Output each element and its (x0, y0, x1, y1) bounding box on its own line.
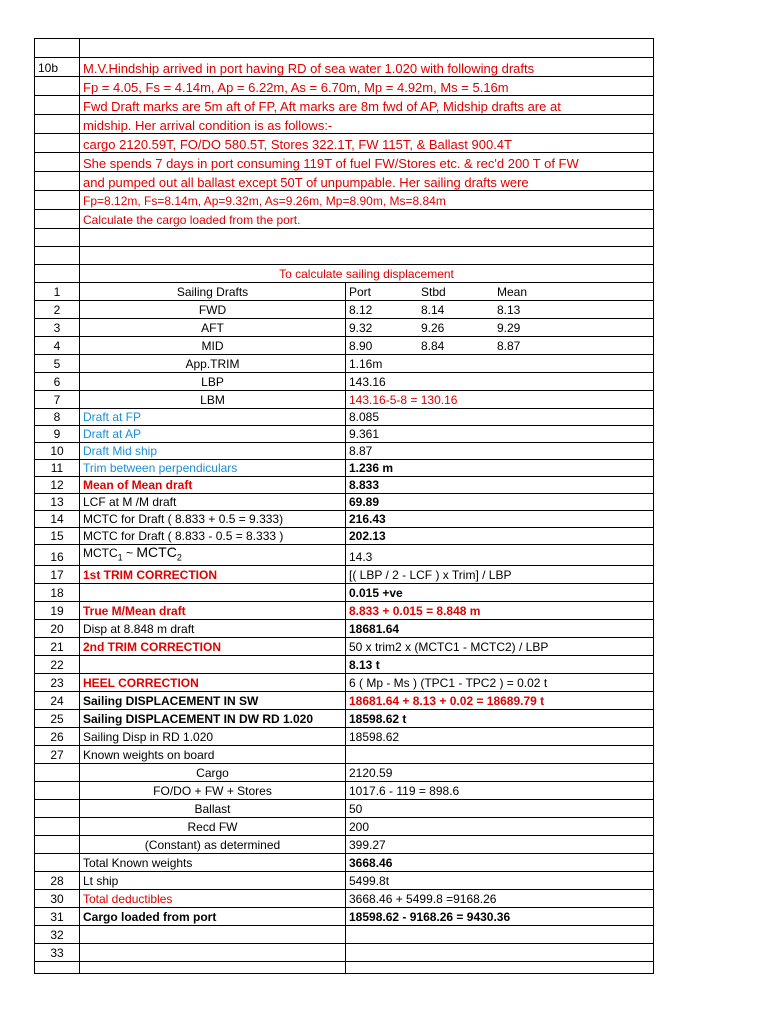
row-label (80, 944, 346, 962)
table-row (35, 584, 654, 602)
row-label: FWD (80, 301, 346, 319)
problem-line: Fp = 4.05, Fs = 4.14m, Ap = 6.22m, As = 6.70m, Mp = 4.92m, Ms = 5.16m (80, 77, 654, 96)
cell (35, 265, 80, 283)
cell (35, 134, 80, 153)
row-value: 50 (346, 800, 654, 818)
cell (35, 39, 80, 58)
cell (35, 153, 80, 172)
row-number: 10 (35, 443, 80, 460)
table-row (35, 728, 654, 746)
row-value: 2120.59 (346, 764, 654, 782)
row-number: 3 (35, 319, 80, 337)
row-number: 2 (35, 301, 80, 319)
table-row (35, 800, 654, 818)
problem-line: She spends 7 days in port consuming 119T of fuel FW/Stores etc. & rec'd 200 T of FW (80, 153, 654, 172)
mctc-subscript: 1 (117, 552, 123, 563)
row-number: 27 (35, 746, 80, 764)
row-label: 2nd TRIM CORRECTION (80, 638, 346, 656)
table-row (35, 355, 654, 373)
table-row (35, 391, 654, 409)
problem-row (35, 96, 654, 115)
blank-row (35, 229, 654, 247)
row-value: 50 x trim2 x (MCTC1 - MCTC2) / LBP (346, 638, 654, 656)
table-row (35, 782, 654, 800)
problem-row (35, 77, 654, 96)
row-value: 18681.64 (346, 620, 654, 638)
port-value: 8.12 (349, 303, 373, 317)
cell (35, 210, 80, 229)
draft-values (346, 319, 654, 337)
draft-row (35, 301, 654, 319)
row-label: True M/Mean draft (80, 602, 346, 620)
problem-row (35, 153, 654, 172)
row-value (346, 926, 654, 944)
row-number: 33 (35, 944, 80, 962)
row-number (35, 764, 80, 782)
row-number: 19 (35, 602, 80, 620)
table-row (35, 620, 654, 638)
row-number: 30 (35, 890, 80, 908)
row-label: AFT (80, 319, 346, 337)
row-number: 11 (35, 460, 80, 477)
row-value (346, 746, 654, 764)
problem-line: M.V.Hindship arrived in port having RD of sea water 1.020 with following drafts (80, 58, 654, 77)
row-number: 1 (35, 283, 80, 301)
row-value: 8.833 + 0.015 = 8.848 m (346, 602, 654, 620)
blank-row (35, 39, 654, 58)
row-number (35, 800, 80, 818)
table-row (35, 373, 654, 391)
mean-value: 8.13 (497, 303, 521, 317)
row-label: Draft at AP (80, 426, 346, 443)
table-row (35, 656, 654, 674)
row-value (346, 944, 654, 962)
row-label: Sailing DISPLACEMENT IN SW (80, 692, 346, 710)
row-number: 17 (35, 566, 80, 584)
section-title-row (35, 265, 654, 283)
row-label: LCF at M /M draft (80, 494, 346, 511)
row-number: 23 (35, 674, 80, 692)
row-value: 8.085 (346, 409, 654, 426)
mean-value: 9.29 (497, 321, 521, 335)
row-label: Total Known weights (80, 854, 346, 872)
row-value: 1017.6 - 119 = 898.6 (346, 782, 654, 800)
row-label: Sailing DISPLACEMENT IN DW RD 1.020 (80, 710, 346, 728)
problem-line: Calculate the cargo loaded from the port. (80, 210, 654, 229)
row-label: Ballast (80, 800, 346, 818)
row-value: 6 ( Mp - Ms ) (TPC1 - TPC2 ) = 0.02 t (346, 674, 654, 692)
row-value: 1.16m (346, 355, 654, 373)
row-label: Cargo (80, 764, 346, 782)
table-row (35, 566, 654, 584)
row-value: 216.43 (346, 511, 654, 528)
table-row (35, 443, 654, 460)
stbd-value: 9.26 (421, 321, 445, 335)
row-number (35, 818, 80, 836)
problem-line: Fwd Draft marks are 5m aft of FP, Aft marks are 8m fwd of AP, Midship drafts are at (80, 96, 654, 115)
problem-line: and pumped out all ballast except 50T of unpumpable. Her sailing drafts were (80, 172, 654, 191)
row-label: 1st TRIM CORRECTION (80, 566, 346, 584)
table-row (35, 528, 654, 545)
row-number: 16 (35, 545, 80, 566)
cell (35, 172, 80, 191)
row-label: Trim between perpendiculars (80, 460, 346, 477)
table-row (35, 638, 654, 656)
problem-line: cargo 2120.59T, FO/DO 580.5T, Stores 322.1T, FW 115T, & Ballast 900.4T (80, 134, 654, 153)
row-number: 22 (35, 656, 80, 674)
problem-row (35, 115, 654, 134)
row-value: 14.3 (346, 545, 654, 566)
row-value: 0.015 +ve (346, 584, 654, 602)
row-number: 26 (35, 728, 80, 746)
stbd-value: 8.14 (421, 303, 445, 317)
row-number: 6 (35, 373, 80, 391)
problem-line: midship. Her arrival condition is as follows:- (80, 115, 654, 134)
port-value: 9.32 (349, 321, 373, 335)
cell (80, 247, 654, 265)
table-row (35, 710, 654, 728)
draft-values (346, 301, 654, 319)
row-value: 69.89 (346, 494, 654, 511)
row-label: MID (80, 337, 346, 355)
table-row (35, 545, 654, 566)
cell (80, 39, 654, 58)
row-number: 31 (35, 908, 80, 926)
table-row (35, 409, 654, 426)
draft-values (346, 337, 654, 355)
row-value: 399.27 (346, 836, 654, 854)
table-row (35, 426, 654, 443)
row-value: 18598.62 (346, 728, 654, 746)
problem-row (35, 191, 654, 210)
row-number: 28 (35, 872, 80, 890)
table-row (35, 511, 654, 528)
mctc-subscript: 2 (176, 552, 182, 563)
cell (80, 229, 654, 247)
row-value: 143.16 (346, 373, 654, 391)
row-number: 12 (35, 477, 80, 494)
row-label: LBP (80, 373, 346, 391)
calculation-table (34, 38, 654, 974)
problem-number: 10b (35, 58, 80, 77)
row-value: 200 (346, 818, 654, 836)
table-row (35, 872, 654, 890)
row-number: 24 (35, 692, 80, 710)
row-label: HEEL CORRECTION (80, 674, 346, 692)
row-value: 3668.46 (346, 854, 654, 872)
draft-row (35, 337, 654, 355)
row-value: 5499.8t (346, 872, 654, 890)
row-label (80, 545, 346, 566)
row-label: Draft Mid ship (80, 443, 346, 460)
table-row (35, 764, 654, 782)
row-label: (Constant) as determined (80, 836, 346, 854)
row-label: Lt ship (80, 872, 346, 890)
row-value: 18598.62 - 9168.26 = 9430.36 (346, 908, 654, 926)
row-number: 21 (35, 638, 80, 656)
cell (80, 962, 346, 974)
cell (35, 191, 80, 210)
table-row (35, 944, 654, 962)
table-row (35, 460, 654, 477)
table-row (35, 692, 654, 710)
row-label (80, 926, 346, 944)
cell (35, 247, 80, 265)
stbd-header: Stbd (421, 285, 446, 299)
row-value: 8.833 (346, 477, 654, 494)
section-title: To calculate sailing displacement (80, 265, 654, 283)
port-value: 8.90 (349, 339, 373, 353)
row-number: 4 (35, 337, 80, 355)
row-value: 8.13 t (346, 656, 654, 674)
row-number: 7 (35, 391, 80, 409)
row-number: 14 (35, 511, 80, 528)
table-row (35, 926, 654, 944)
row-number: 15 (35, 528, 80, 545)
row-label: Sailing Drafts (80, 283, 346, 301)
row-label: App.TRIM (80, 355, 346, 373)
row-label: LBM (80, 391, 346, 409)
table-row (35, 836, 654, 854)
cell (35, 96, 80, 115)
spreadsheet (34, 38, 652, 974)
row-label: Total deductibles (80, 890, 346, 908)
problem-row (35, 210, 654, 229)
row-number: 5 (35, 355, 80, 373)
mctc-label: MCTC (136, 544, 177, 560)
row-label: MCTC for Draft ( 8.833 + 0.5 = 9.333) (80, 511, 346, 528)
table-row (35, 854, 654, 872)
row-number: 18 (35, 584, 80, 602)
row-label (80, 656, 346, 674)
row-label: Disp at 8.848 m draft (80, 620, 346, 638)
problem-line: Fp=8.12m, Fs=8.14m, Ap=9.32m, As=9.26m, Mp=8.90m, Ms=8.84m (80, 191, 654, 210)
problem-row (35, 134, 654, 153)
row-number: 20 (35, 620, 80, 638)
row-label: Draft at FP (80, 409, 346, 426)
port-header: Port (349, 285, 372, 299)
blank-row (35, 247, 654, 265)
row-number: 13 (35, 494, 80, 511)
table-row (35, 477, 654, 494)
row-label: Known weights on board (80, 746, 346, 764)
row-value: 143.16-5-8 = 130.16 (346, 391, 654, 409)
table-row (35, 674, 654, 692)
row-value: 18681.64 + 8.13 + 0.02 = 18689.79 t (346, 692, 654, 710)
row-label: Sailing Disp in RD 1.020 (80, 728, 346, 746)
row-number (35, 782, 80, 800)
drafts-header-values (346, 283, 654, 301)
row-value: 1.236 m (346, 460, 654, 477)
cell (35, 229, 80, 247)
row-number (35, 836, 80, 854)
row-value: 8.87 (346, 443, 654, 460)
cell (346, 962, 654, 974)
drafts-header-row (35, 283, 654, 301)
table-row (35, 746, 654, 764)
row-label: Mean of Mean draft (80, 477, 346, 494)
row-number: 8 (35, 409, 80, 426)
row-value: 18598.62 t (346, 710, 654, 728)
row-label: FO/DO + FW + Stores (80, 782, 346, 800)
cell (35, 77, 80, 96)
problem-row (35, 172, 654, 191)
cell (35, 115, 80, 134)
row-number: 32 (35, 926, 80, 944)
row-label (80, 584, 346, 602)
problem-row (35, 58, 654, 77)
row-number: 25 (35, 710, 80, 728)
row-number: 9 (35, 426, 80, 443)
row-value: 3668.46 + 5499.8 =9168.26 (346, 890, 654, 908)
row-value: 202.13 (346, 528, 654, 545)
table-row (35, 908, 654, 926)
row-value: 9.361 (346, 426, 654, 443)
cell (35, 962, 80, 974)
stbd-value: 8.84 (421, 339, 445, 353)
table-row (35, 602, 654, 620)
row-label: Cargo loaded from port (80, 908, 346, 926)
row-label: MCTC for Draft ( 8.833 - 0.5 = 8.333 ) (80, 528, 346, 545)
blank-row (35, 962, 654, 974)
table-row (35, 494, 654, 511)
draft-row (35, 319, 654, 337)
row-value: [( LBP / 2 - LCF ) x Trim] / LBP (346, 566, 654, 584)
table-row (35, 890, 654, 908)
mctc-label: MCTC (83, 546, 118, 560)
table-row (35, 818, 654, 836)
mean-value: 8.87 (497, 339, 521, 353)
row-label: Recd FW (80, 818, 346, 836)
mctc-separator: ~ (122, 546, 137, 560)
row-number (35, 854, 80, 872)
mean-header: Mean (497, 285, 528, 299)
